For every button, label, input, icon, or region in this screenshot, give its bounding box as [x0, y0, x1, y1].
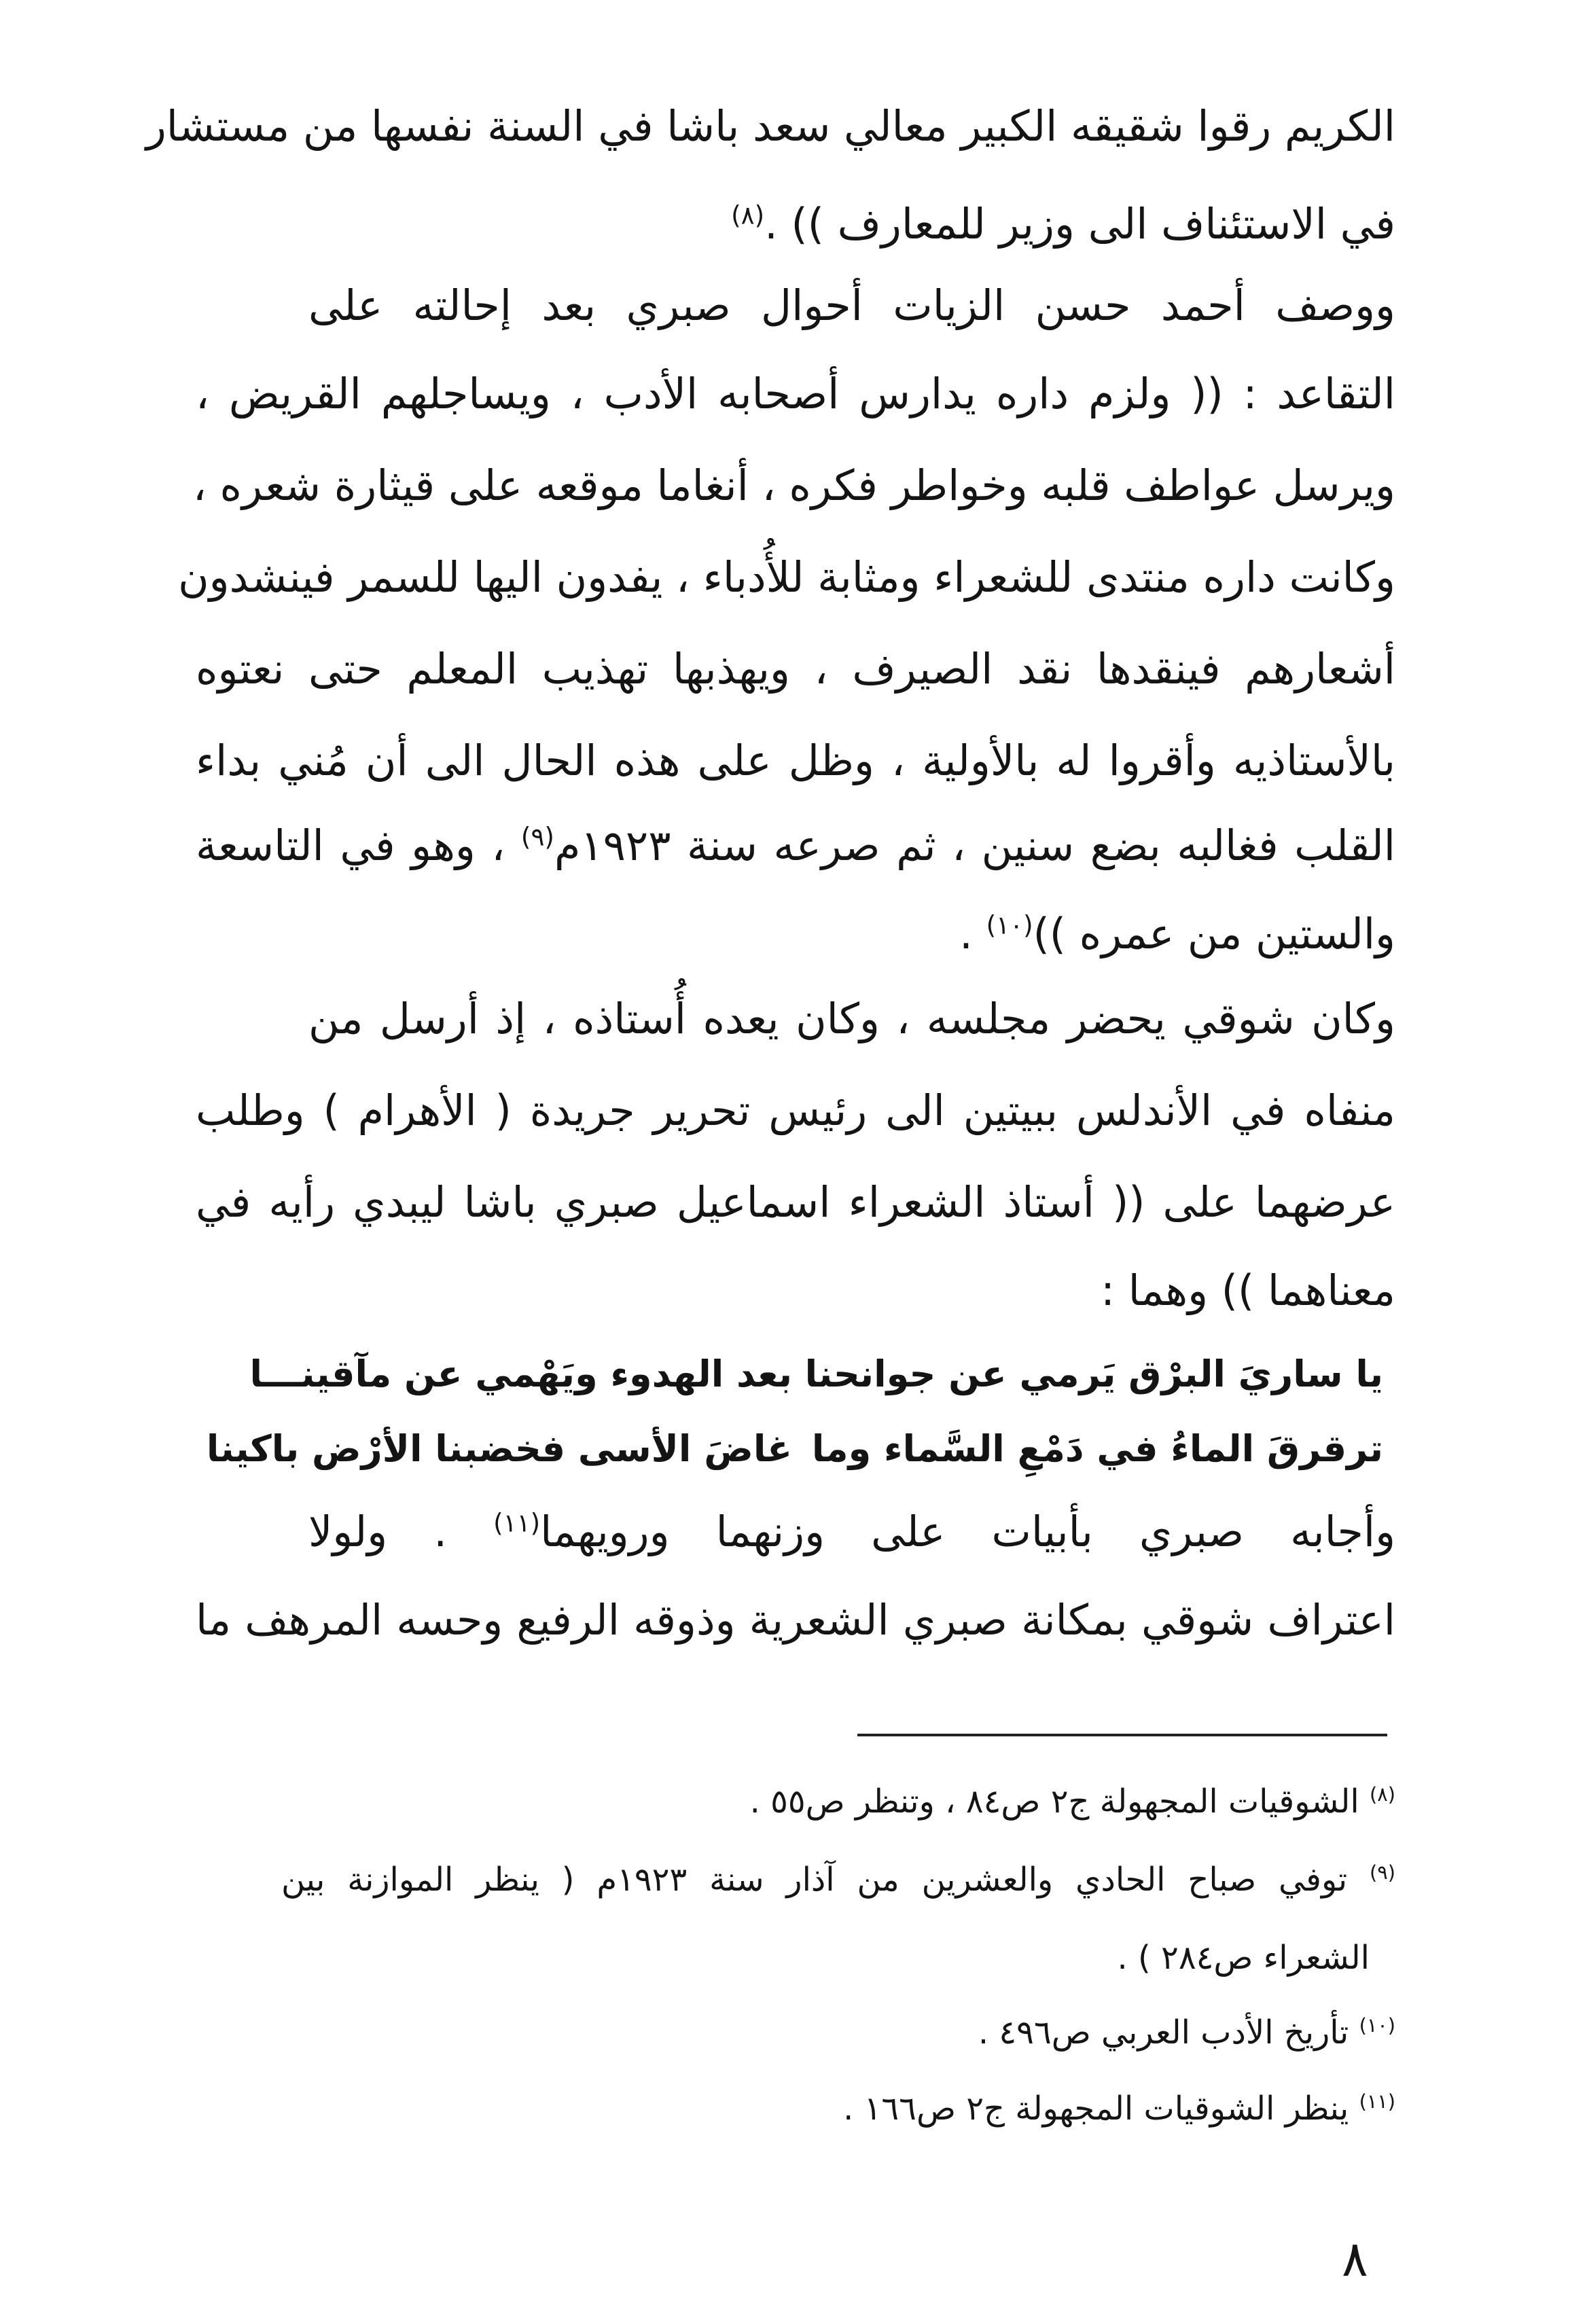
- body-line-2-text: في الاستئناف الى وزير للمعارف )) .: [764, 199, 1395, 249]
- poem-verse-2: [208, 1416, 1383, 1482]
- page-number: ٨: [1342, 2230, 1368, 2287]
- footnote-9: [281, 1851, 1395, 1908]
- footnote-10-number: (١٠): [1359, 2014, 1395, 2037]
- poem-verse-1: [208, 1342, 1383, 1407]
- body-line-13: عرضهما على (( أستاذ الشعراء اسماعيل صبري باشا ليبدي رأيه في: [196, 1177, 1395, 1227]
- verse-2-first-hemistich: ترقرقَ الماءُ في دَمْعِ السَّماء وما: [811, 1427, 1383, 1470]
- body-line-5: ويرسل عواطف قلبه وخواطر فكره ، أنغاما موقعه على قيثارة شعره ،: [192, 461, 1395, 510]
- body-line-9: [196, 812, 1395, 880]
- body-line-15: [308, 1498, 1395, 1566]
- footnote-9-text: توفي صباح الحادي والعشرين من آذار سنة ١٩٢٣م ( ينظر الموازنة بين: [281, 1861, 1348, 1899]
- verse-1-second-hemistich: بعد الهدوء ويَهْمي عن مآقينـــا: [249, 1353, 792, 1395]
- verse-1-first-hemistich: يا ساريَ البرْق يَرمي عن جوانحنا: [804, 1353, 1383, 1395]
- footnote-11: [295, 2080, 1395, 2137]
- footnote-ref-8: (٨): [731, 200, 765, 230]
- body-line-6: وكانت داره منتدى للشعراء ومثابة للأُدباء ، يفدون اليها للسمر فينشدون: [178, 552, 1395, 602]
- footnote-ref-9: (٩): [520, 821, 554, 852]
- footnote-9-number: (٩): [1370, 1861, 1396, 1884]
- footnote-10-text: تأريخ الأدب العربي ص٤٩٦ .: [978, 2014, 1349, 2052]
- body-line-7: أشعارهم فينقدها نقد الصيرف ، ويهذبها تهذيب المعلم حتى نعتوه: [196, 644, 1395, 694]
- body-line-9-a: القلب فغالبه بضع سنين ، ثم صرعه سنة ١٩٢٣م: [554, 821, 1395, 870]
- footnote-separator: [857, 1734, 1387, 1736]
- footnote-8-text: الشوقيات المجهولة ج٢ ص٨٤ ، وتنظر ص٥٥ .: [749, 1783, 1359, 1821]
- body-line-16: اعتراف شوقي بمكانة صبري الشعرية وذوقه الرفيع وحسه المرهف ما: [196, 1595, 1395, 1645]
- footnote-11-number: (١١): [1359, 2090, 1395, 2113]
- footnote-ref-11: (١١): [493, 1507, 541, 1538]
- body-line-12: منفاه في الأندلس ببيتين الى رئيس تحرير جريدة ( الأهرام ) وطلب: [196, 1086, 1395, 1135]
- body-line-2: [196, 190, 1395, 258]
- body-line-15-a: وأجابه صبري بأبيات على وزنهما ورويهما: [540, 1507, 1396, 1556]
- footnote-9-continuation: الشعراء ص٢٨٤ ) .: [1117, 1939, 1370, 1977]
- footnote-11-text: ينظر الشوقيات المجهولة ج٢ ص١٦٦ .: [843, 2090, 1349, 2128]
- footnote-ref-10: (١٠): [986, 910, 1033, 940]
- body-line-10-end: .: [959, 909, 986, 959]
- body-line-8: بالأستاذيه وأقروا له بالأولية ، وظل على هذه الحال الى أن مُني بداء: [196, 736, 1395, 785]
- body-line-11: وكان شوقي يحضر مجلسه ، وكان يعده أُستاذه ، إذ أرسل من: [308, 994, 1395, 1043]
- footnote-8: [295, 1773, 1395, 1830]
- body-line-4: التقاعد : (( ولزم داره يدارس أصحابه الأدب ، ويساجلهم القريض ،: [196, 369, 1395, 418]
- body-line-14: معناهما )) وهما :: [1101, 1266, 1395, 1315]
- body-line-15-b: . ولولا: [308, 1507, 494, 1556]
- body-line-10-text: والستين من عمره )): [1033, 909, 1395, 959]
- body-line-3: ووصف أحمد حسن الزيات أحوال صبري بعد إحالته على: [308, 281, 1395, 330]
- footnote-8-number: (٨): [1370, 1783, 1395, 1806]
- body-line-1: الكريم رقوا شقيقه الكبير معالي سعد باشا في السنة نفسها من مستشار: [145, 101, 1395, 151]
- footnote-10: [295, 2004, 1395, 2061]
- body-line-9-b: ، وهو في التاسعة: [196, 821, 505, 870]
- body-line-10: [196, 900, 1395, 968]
- verse-2-second-hemistich: غاضَ الأسى فخضبنا الأرْض باكينا: [206, 1427, 792, 1470]
